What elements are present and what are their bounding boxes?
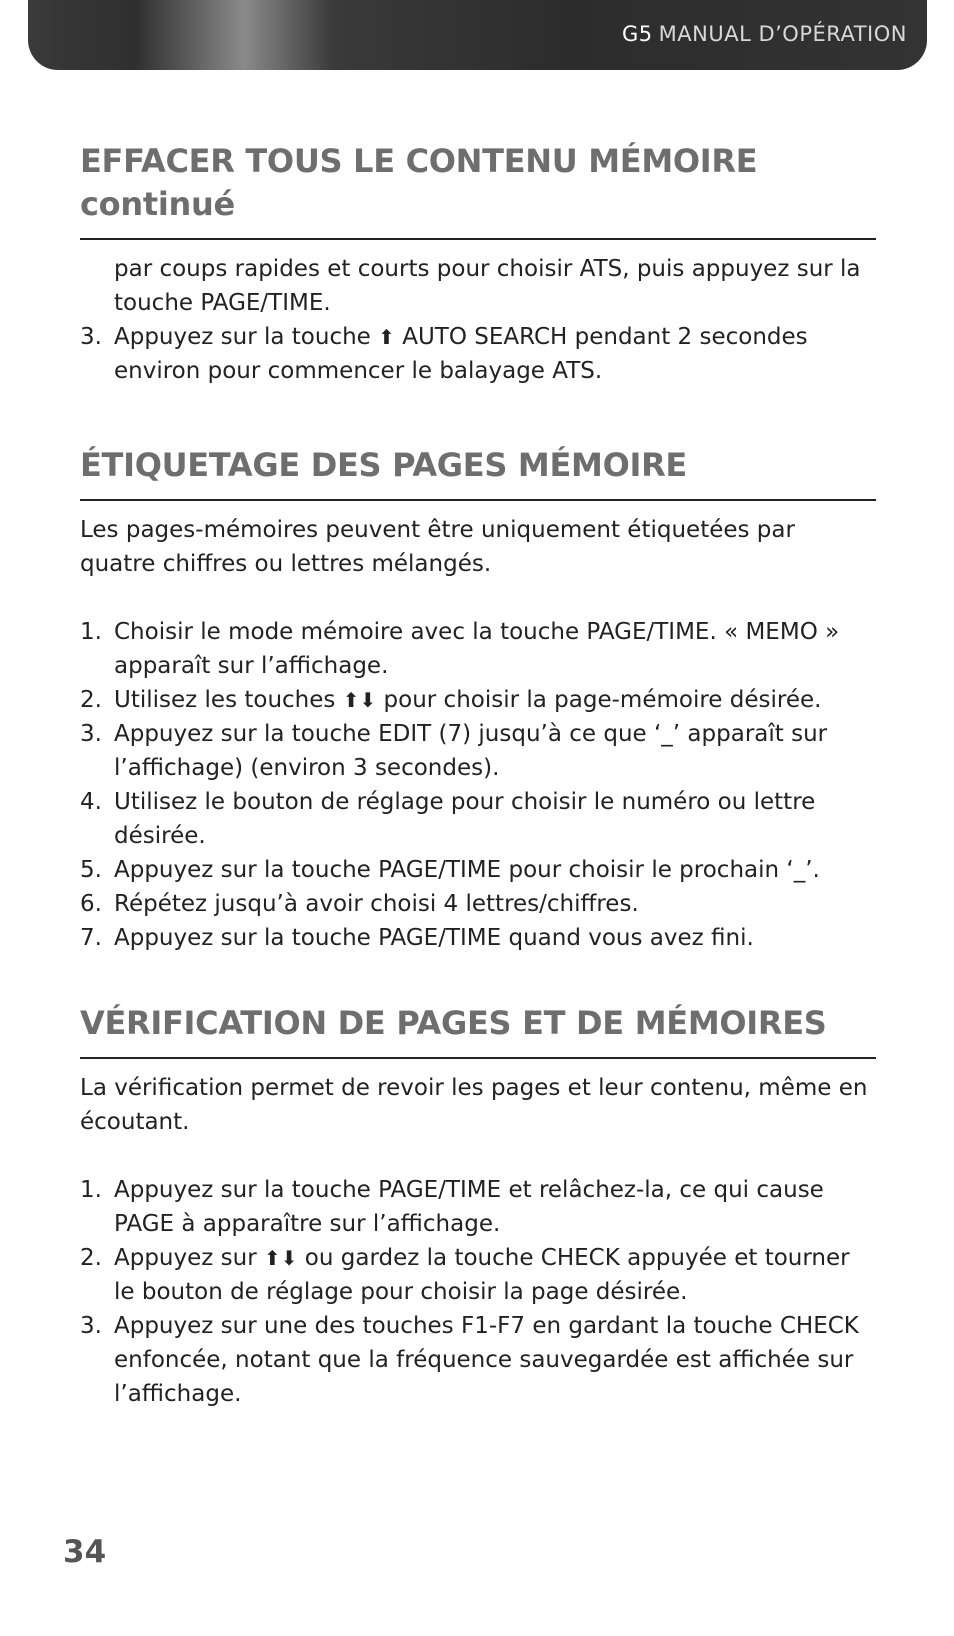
item-number: 7. <box>80 925 102 951</box>
list-item-continuation: par coups rapides et courts pour choisir ATS, puis appuyez sur la touche PAGE/TIME. <box>114 256 861 316</box>
item-number: 6. <box>80 891 102 917</box>
item-number: 3. <box>80 324 102 350</box>
steps-list <box>80 615 876 955</box>
list-item: 6. Répétez jusqu’à avoir choisi 4 lettres/chiffres. <box>80 887 876 921</box>
manual-title: MANUAL D’OPÉRATION <box>658 22 907 46</box>
arrow-up-icon: ⬆ <box>378 325 395 349</box>
item-number: 2. <box>80 1245 102 1271</box>
item-number: 1. <box>80 619 102 645</box>
section-page-check <box>80 1002 876 1411</box>
heading-subtitle: continué <box>80 185 235 223</box>
steps-list <box>80 252 876 388</box>
list-item: 3. Appuyez sur une des touches F1-F7 en gardant la touche CHECK enfoncée, notant que la fréquence sauvegardée est affichée sur l’affichage. <box>80 1309 876 1411</box>
section-intro: Les pages-mémoires peuvent être uniquement étiquetées par quatre chiffres ou lettres mélangés. <box>80 517 795 577</box>
list-item: 1. Choisir le mode mémoire avec la touche PAGE/TIME. « MEMO » apparaît sur l’affichage. <box>80 615 876 683</box>
page-number: 34 <box>63 1534 107 1570</box>
model-name: G5 <box>622 22 653 46</box>
section-memory-labeling <box>80 444 876 955</box>
list-item: 3. Appuyez sur la touche EDIT (7) jusqu’à ce que ‘_’ apparaît sur l’affichage) (environ 3 secondes). <box>80 717 876 785</box>
list-item: 2. Utilisez les touches ⬆⬇ pour choisir la page-mémoire désirée. <box>80 683 876 717</box>
heading-text: EFFACER TOUS LE CONTENU MÉMOIRE <box>80 142 758 180</box>
item-number: 1. <box>80 1177 102 1203</box>
item-number: 3. <box>80 1313 102 1339</box>
section-intro: La vérification permet de revoir les pages et leur contenu, même en écoutant. <box>80 1075 868 1135</box>
section-clear-memory <box>80 140 876 388</box>
header-bar <box>28 0 927 70</box>
running-header <box>622 22 907 46</box>
section-heading: ÉTIQUETAGE DES PAGES MÉMOIRE <box>80 444 876 501</box>
list-item: 2. Appuyez sur ⬆⬇ ou gardez la touche CHECK appuyée et tourner le bouton de réglage pour choisir la page désirée. <box>80 1241 876 1309</box>
list-item: 5. Appuyez sur la touche PAGE/TIME pour choisir le prochain ‘_’. <box>80 853 876 887</box>
arrow-up-down-icon: ⬆⬇ <box>263 1246 298 1270</box>
steps-list <box>80 1173 876 1411</box>
item-number: 5. <box>80 857 102 883</box>
item-number: 4. <box>80 789 102 815</box>
list-item: 3. Appuyez sur la touche ⬆ AUTO SEARCH pendant 2 secondes environ pour commencer le balayage ATS. <box>80 320 876 388</box>
arrow-up-down-icon: ⬆⬇ <box>342 688 377 712</box>
item-number: 3. <box>80 721 102 747</box>
section-heading: VÉRIFICATION DE PAGES ET DE MÉMOIRES <box>80 1002 876 1059</box>
item-number: 2. <box>80 687 102 713</box>
section-heading <box>80 140 876 240</box>
list-item: 4. Utilisez le bouton de réglage pour choisir le numéro ou lettre désirée. <box>80 785 876 853</box>
list-item: 7. Appuyez sur la touche PAGE/TIME quand vous avez fini. <box>80 921 876 955</box>
list-item: 1. Appuyez sur la touche PAGE/TIME et relâchez-la, ce qui cause PAGE à apparaître sur l’affichage. <box>80 1173 876 1241</box>
